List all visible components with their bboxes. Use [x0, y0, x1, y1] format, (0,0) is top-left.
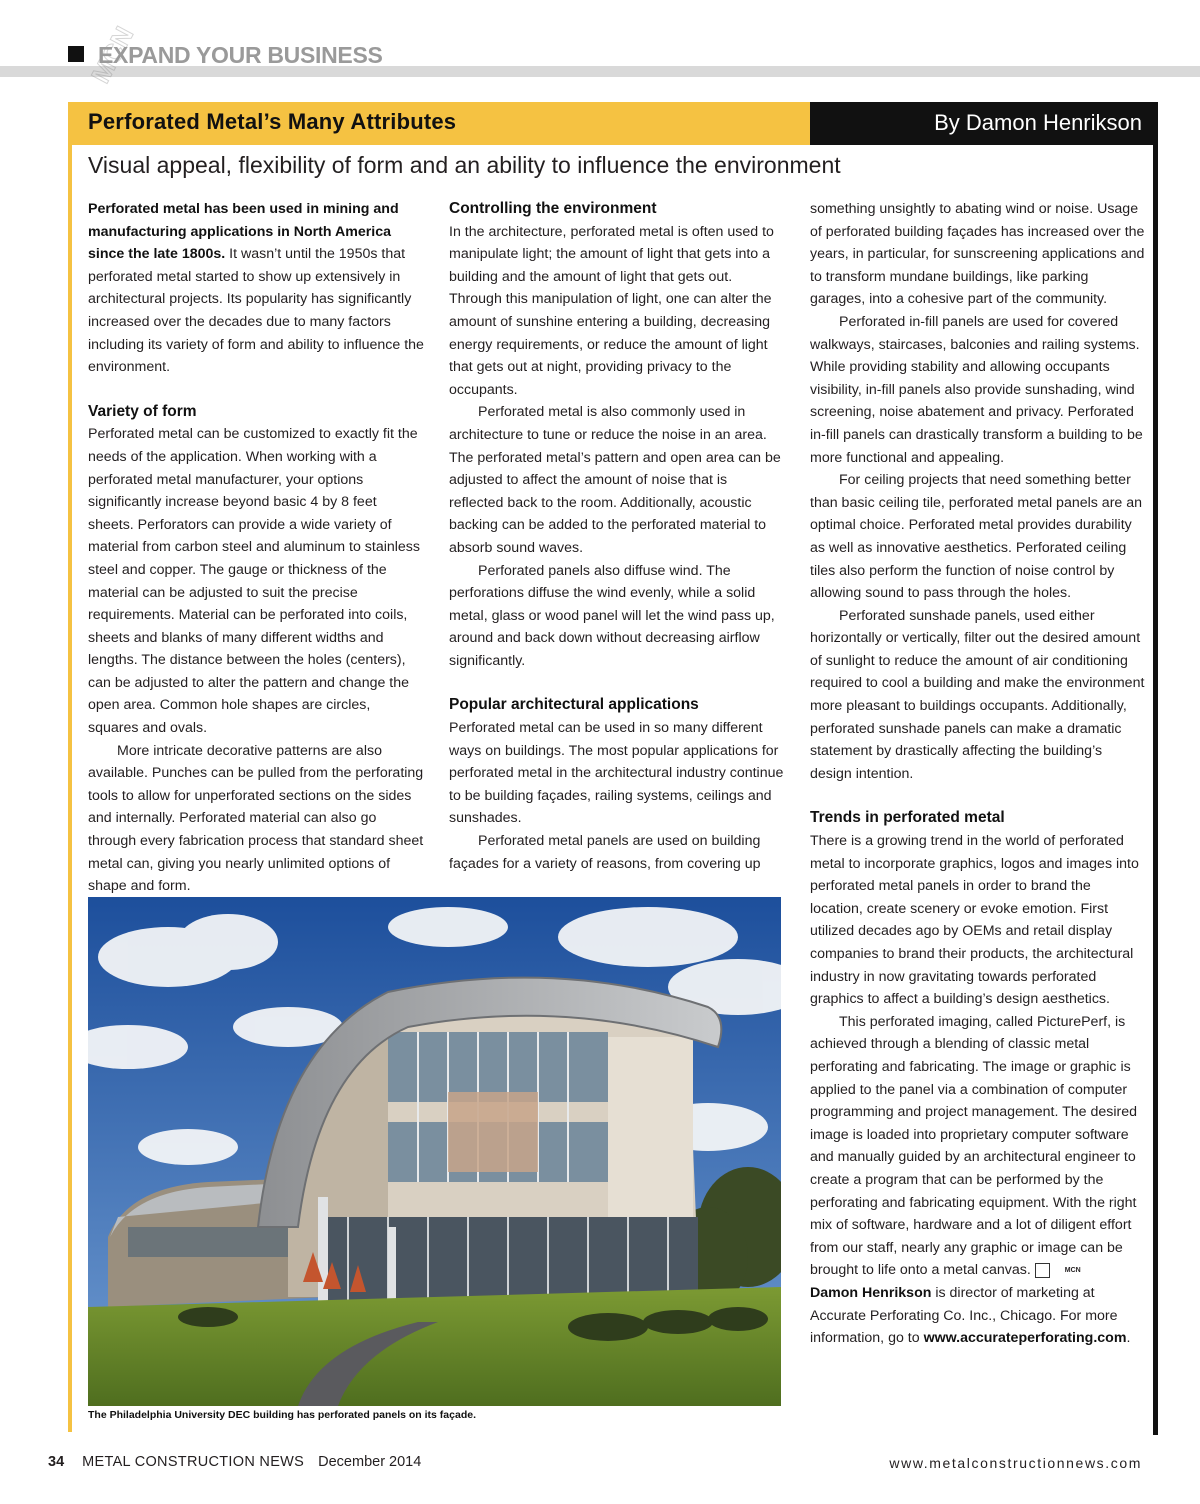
paragraph: Perforated metal is also commonly used in architecture to tune or reduce the noise in an area. The perforated metal’s pattern and open area can be adjusted to affect the amount of noise that is reflected back to the room. Additionally, acoustic backing can be added to the perforated material to absorb sound waves. [449, 404, 781, 556]
heading-controlling-environment: Controlling the environment [449, 200, 657, 217]
paragraph: something unsightly to abating wind or noise. Usage of perforated building façades has increased over the years, in particular, for sunscreening applications and to transform mundane buildings, like parking garages, into a cohesive part of the community. [810, 201, 1145, 308]
building-photo-illustration [88, 897, 781, 1406]
intro-paragraph [88, 198, 424, 379]
article-byline: By Damon Henrikson [934, 110, 1142, 135]
paragraph: Perforated panels also diffuse wind. The perforations diffuse the wind evenly, while a solid metal, glass or wood panel will let the wind pass up, around and back down without decreasing airflow significantly. [449, 562, 775, 669]
heading-architectural-applications: Popular architectural applications [449, 696, 699, 714]
article-frame-right-rule [1153, 145, 1158, 1435]
paragraph: In the architecture, perforated metal is often used to manipulate light; the amount of light that gets into a building and the amount of light that gets out. Through this manipulation of light, one can alter the amount of sunshine entering a building, decreasing energy requirements, or reduce the amount of light that gets out at night, providing privacy to the occupants. [449, 223, 774, 398]
article-column-1 [88, 198, 424, 898]
paragraph: Perforated sunshade panels, used either horizontally or vertically, filter out the desired amount of sunlight to reduce the amount of air conditioning required to cool a building and make the environment more pleasant to buildings occupants. Additionally, perforated sunshade panels can make a dramatic statement by drastically affecting the building’s design intention. [810, 607, 1145, 782]
heading-variety-of-form: Variety of form [88, 402, 197, 420]
article-column-2 [449, 198, 785, 875]
article-frame-left-rule [68, 102, 72, 1432]
page-number: 34 [48, 1454, 65, 1470]
paragraph: More intricate decorative patterns are also available. Punches can be pulled from the perforating tools to allow for unperforated sections on the sides and internally. Perforated material can also go through every fabrication process that standard sheet metal can, giving you nearly unlimited options of shape and form. [88, 742, 424, 895]
paragraph: Perforated metal can be used in so many different ways on buildings. The most popular applications for perforated metal in the architectural industry continue to be building façades, railing systems, ceilings and sunshades. [449, 720, 784, 827]
intro-rest: It wasn’t until the 1950s that perforated metal started to show up extensively in architectural projects. Its popularity has significantly increased over the decades due to many factors including its variety of form and ability to influence the environment. [88, 246, 424, 376]
bio-website-link[interactable]: www.accurateperforating.com [923, 1330, 1127, 1347]
paragraph: There is a growing trend in the world of perforated metal to incorporate graphics, logos and images into perforated metal panels in order to brand the location, create scenery or evoke emotion. First utilized decades ago by OEMs and retail display companies to brand their products, the architectural industry in now gravitating towards perforated graphics to affect a building’s design aesthetics. [810, 833, 1139, 1008]
paragraph: Perforated metal panels are used on building façades for a variety of reasons, from covering up [449, 833, 761, 872]
paragraph: Perforated metal can be customized to exactly fit the needs of the application. When working with a perforated metal manufacturer, your options significantly increase beyond basic 4 by 8 feet sheets. Perforators can provide a wide variety of material from carbon steel and aluminum to stainless steel and copper. The gauge or thickness of the material can be adjusted to suit the precise requirements. Material can be perforated into coils, sheets and blanks of many different widths and lengths. The distance between the holes (centers), can be adjusted to alter the pattern and change the open area. Common hole shapes are circles, squares and ovals. [88, 426, 420, 737]
article-column-3 [810, 198, 1146, 1350]
magazine-name: METAL CONSTRUCTION NEWS [82, 1454, 305, 1470]
bio-name: Damon Henrikson [810, 1284, 932, 1301]
final-text: This perforated imaging, called PicturePerf, is achieved through a blending of classic metal perforating and fabricating. The image or graphic is applied to the panel via a combination of computer programming and project management. The desired image is loaded into proprietary computer software and manually guided by an architectural engineer to create a program that can be performed by the perforating and fabricating equipment. With the right mix of software, hardware and a lot of diligent effort from our staff, nearly any graphic or image can be brought to life onto a metal canvas. [810, 1013, 1138, 1279]
footer-website[interactable]: www.metalconstructionnews.com [889, 1455, 1142, 1471]
watermark-text: MCN [85, 22, 140, 88]
issue-date: December 2014 [318, 1454, 422, 1470]
end-mark-icon: MCN [1035, 1263, 1050, 1278]
building-photo [88, 897, 781, 1406]
bio-end: . [1126, 1330, 1131, 1347]
paragraph: Perforated in-fill panels are used for covered walkways, staircases, balconies and railing systems. While providing stability and allowing occupants visibility, in-fill panels also provide sunshading, wind screening, noise abatement and privacy. Perforated in-fill panels can drastically transform a building to be more functional and appealing. [810, 313, 1143, 466]
paragraph: For ceiling projects that need something better than basic ceiling tile, perforated metal panels are an optimal choice. Perforated metal provides durability as well as innovative aesthetics. Perforated ceiling tiles also perform the function of noise control by allowing sound to pass through the holes. [810, 472, 1143, 602]
footer-left [48, 1454, 421, 1470]
section-label: EXPAND YOUR BUSINESS [98, 42, 383, 68]
heading-trends: Trends in perforated metal [810, 809, 1005, 827]
photo-caption: The Philadelphia University DEC building has perforated panels on its façade. [88, 1409, 476, 1421]
author-bio [810, 1282, 1146, 1350]
paragraph-final [810, 1011, 1146, 1282]
bio-text: is director of marketing at Accurate Perforating Co. Inc., Chicago. For more information, go to [810, 1284, 1118, 1347]
article-title: Perforated Metal’s Many Attributes [88, 109, 457, 134]
section-marker-square [68, 46, 84, 62]
intro-lead: Perforated metal has been used in mining and manufacturing applications in North America since the late 1800s. [88, 201, 399, 263]
article-subtitle: Visual appeal, flexibility of form and an ability to influence the environment [88, 152, 841, 178]
